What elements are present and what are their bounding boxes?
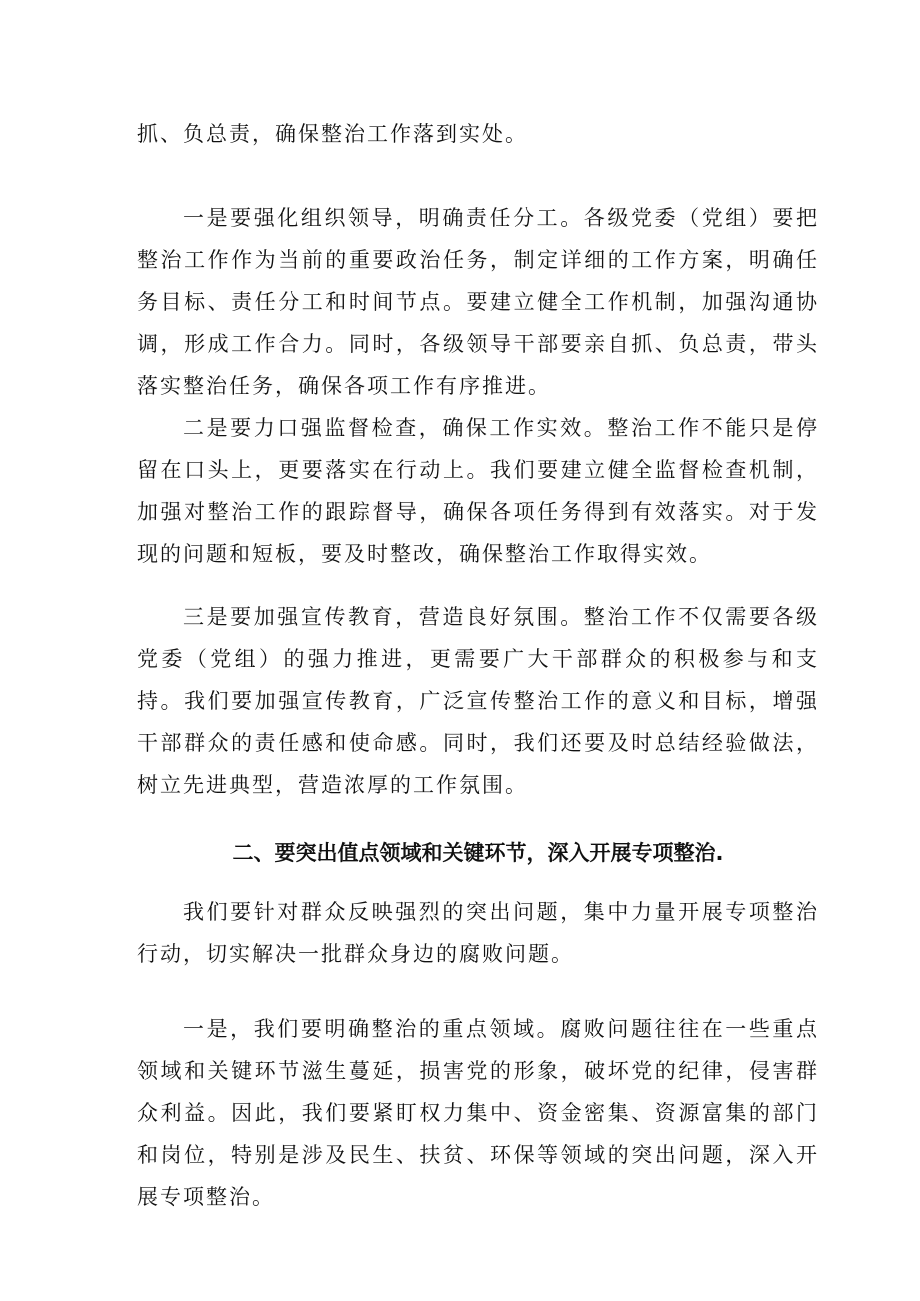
section-heading: 二、要突出值点领域和关键环节，深入开展专项整治.	[232, 841, 724, 865]
paragraph-organization-leadership: 一是要强化组织领导，明确责任分工。各级党委（党组）要把整治工作作为当前的重要政治任务，制定详细的工作方案，明确任务目标、责任分工和时间节点。要建立健全工作机制，加强沟通协调，形成工作合力。同时，各级领导干部要亲自抓、负总责，带头落实整治任务，确保各项工作有序推进。	[137, 206, 819, 398]
paragraph-key-areas: 一是，我们要明确整治的重点领域。腐败问题往往在一些重点领域和关键环节滋生蔓延，损害党的形象，破坏党的纪律，侵害群众利益。因此，我们要紧盯权力集中、资金密集、资源富集的部门和岗位，特别是涉及民生、扶贫、环保等领域的突出问题，深入开展专项整治。	[137, 1017, 819, 1209]
paragraph-publicity-education: 三是要加强宣传教育，营造良好氛围。整治工作不仅需要各级党委（党组）的强力推进，更需要广大干部群众的积极参与和支持。我们要加强宣传教育，广泛宣传整治工作的意义和目标，增强干部群众的责任感和使命感。同时，我们还要及时总结经验做法，树立先进典型，营造浓厚的工作氛围。	[137, 605, 819, 797]
paragraph-section-intro: 我们要针对群众反映强烈的突出问题，集中力量开展专项整治行动，切实解决一批群众身边的腐败问题。	[137, 900, 819, 966]
paragraph-supervision-inspection: 二是要力口强监督检查，确保工作实效。整治工作不能只是停留在口头上，更要落实在行动上。我们要建立健全监督检查机制，加强对整治工作的跟踪督导，确保各项任务得到有效落实。对于发现的问题和短板，要及时整改，确保整治工作取得实效。	[137, 416, 819, 566]
paragraph-continuation: 抓、负总责，确保整治工作落到实处。	[137, 122, 528, 146]
